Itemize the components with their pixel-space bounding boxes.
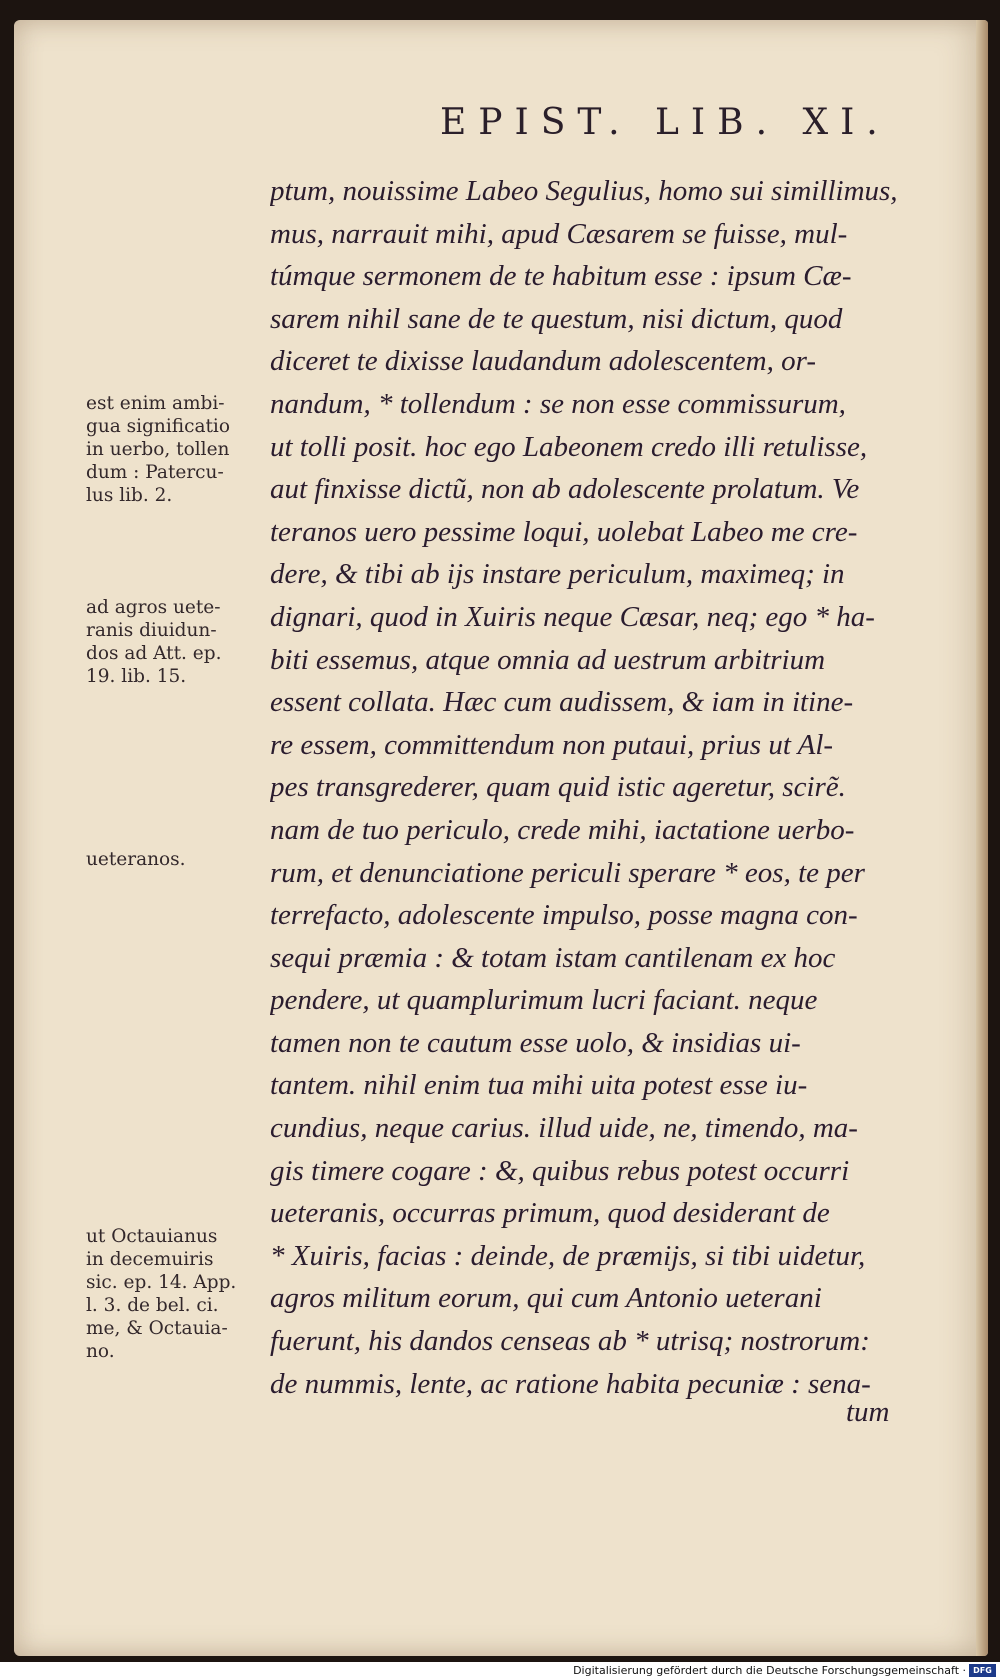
text-line: cundius, neque carius. illud uide, ne, timendo, ma- [270, 1112, 858, 1145]
text-line: pendere, ut quamplurimum lucri faciant. neque [270, 984, 818, 1017]
text-line: terrefacto, adolescente impulso, posse magna con- [270, 899, 858, 932]
main-text-block [270, 170, 950, 1405]
margin-note-line: 19. lib. 15. [86, 666, 187, 687]
text-line: gis timere cogare : &, quibus rebus potest occurri [270, 1154, 850, 1187]
margin-note-line: dos ad Att. ep. [86, 643, 222, 664]
margin-note [86, 848, 186, 871]
text-line: sequi præmia : & totam istam cantilenam ex hoc [270, 941, 836, 974]
margin-note-line: no. [86, 1341, 115, 1362]
catchword: tum [846, 1396, 890, 1428]
margin-note-line: l. 3. de bel. ci. [86, 1295, 219, 1316]
text-line: rum, et denunciatione periculi sperare * eos, te per [270, 856, 865, 889]
margin-note-line: gua significatio [86, 416, 230, 437]
text-line: agros militum eorum, qui cum Antonio ueterani [270, 1282, 822, 1315]
running-head: EPIST. LIB. XI. [440, 102, 890, 143]
text-line: ptum, nouissime Labeo Segulius, homo sui simillimus, [270, 175, 898, 207]
text-line: dere, & tibi ab ijs instare periculum, maximeq; in [270, 558, 845, 591]
text-line: essent collata. Hæc cum audissem, & iam in itine- [270, 686, 854, 719]
text-line: * Xuiris, facias : deinde, de præmijs, si tibi uidetur, [270, 1239, 866, 1272]
margin-note-line: sic. ep. 14. App. [86, 1272, 237, 1293]
footer-credit: Digitalisierung gefördert durch die Deutsche Forschungsgemeinschaft · [573, 1664, 966, 1677]
text-line: de nummis, lente, ac ratione habita pecuniæ : sena- [270, 1367, 871, 1400]
margin-note-line: lus lib. 2. [86, 485, 173, 506]
text-line: pes transgrederer, quam quid istic ageretur, scirẽ. [270, 771, 846, 804]
text-line: biti essemus, atque omnia ad uestrum arbitrium [270, 643, 826, 676]
text-line: nandum, * tollendum : se non esse commissurum, [270, 387, 846, 420]
margin-note [86, 1225, 236, 1363]
margin-note-line: ut Octauianus [86, 1226, 218, 1247]
text-line: ueteranis, occurras primum, quod desiderant de [270, 1197, 830, 1230]
margin-note-line: est enim ambi- [86, 393, 225, 414]
margin-note-line: me, & Octauia- [86, 1318, 228, 1339]
text-line: teranos uero pessime loqui, uolebat Labeo me cre- [270, 515, 858, 548]
margin-note [86, 392, 230, 507]
footer-bar [0, 1662, 1000, 1679]
margin-note-line: ad agros uete- [86, 597, 221, 618]
text-line: tamen non te cautum esse uolo, & insidias ui- [270, 1026, 801, 1059]
text-line: diceret te dixisse laudandum adolescentem, or- [270, 345, 816, 378]
text-line: dignari, quod in Xuiris neque Cæsar, neq; ego * ha- [270, 600, 875, 633]
text-line: mus, narrauit mihi, apud Cæsarem se fuisse, mul- [270, 217, 848, 250]
text-line: túmque sermonem de te habitum esse : ipsum Cæ- [270, 260, 852, 293]
margin-note-line: in uerbo, tollen [86, 439, 230, 460]
text-line: sarem nihil sane de te questum, nisi dictum, quod [270, 302, 843, 335]
margin-note-line: ueteranos. [86, 849, 186, 870]
text-line: fuerunt, his dandos censeas ab * utrisq; nostrorum: [270, 1325, 870, 1358]
margin-note-line: in decemuiris [86, 1249, 214, 1270]
margin-note-line: ranis diuidun- [86, 620, 217, 641]
text-line: re essem, committendum non putaui, prius ut Al- [270, 728, 834, 761]
margin-note-line: dum : Patercu- [86, 462, 224, 483]
text-line: aut finxisse dictũ, non ab adolescente prolatum. Ve [270, 473, 860, 506]
dfg-logo-icon: DFG [969, 1664, 996, 1677]
text-line: tantem. nihil enim tua mihi uita potest esse iu- [270, 1069, 808, 1102]
page-edge [976, 20, 988, 1656]
margin-note [86, 596, 221, 688]
text-line: nam de tuo periculo, crede mihi, iactatione uerbo- [270, 813, 855, 846]
text-line: ut tolli posit. hoc ego Labeonem credo illi retulisse, [270, 430, 868, 463]
